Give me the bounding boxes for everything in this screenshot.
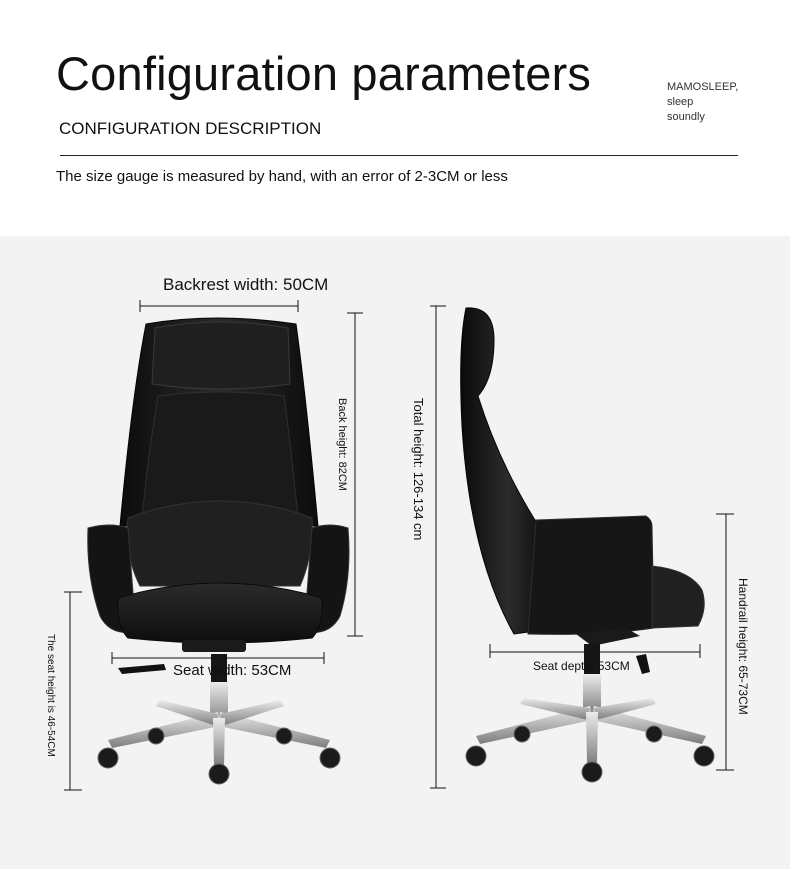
backrest-width-label: Backrest width: 50CM	[163, 275, 329, 294]
brand-line: soundly	[667, 111, 705, 123]
handrail-height-label: Handrail height: 65-73CM	[736, 578, 750, 715]
brand-line: MAMOSLEEP,	[667, 81, 739, 93]
page-title: Configuration parameters	[56, 47, 592, 100]
seat-height-label: The seat height is 46-54CM	[45, 634, 56, 757]
chair-illustration	[0, 236, 790, 869]
back-height-label: Back height: 82CM	[336, 398, 348, 491]
side-chair	[461, 308, 714, 782]
product-diagram	[0, 236, 790, 869]
front-chair	[88, 318, 349, 784]
header-section	[0, 0, 790, 236]
seat-depth-label: Seat depth: 53CM	[533, 659, 630, 673]
seat-width-label: Seat width: 53CM	[173, 662, 292, 679]
section-subtitle: CONFIGURATION DESCRIPTION	[59, 119, 322, 138]
total-height-label: Total height: 126-134 cm	[411, 398, 426, 541]
brand-tagline	[667, 80, 757, 125]
measurement-note: The size gauge is measured by hand, with an error of 2-3CM or less	[56, 168, 508, 185]
divider	[60, 155, 738, 156]
brand-line: sleep	[667, 96, 694, 108]
